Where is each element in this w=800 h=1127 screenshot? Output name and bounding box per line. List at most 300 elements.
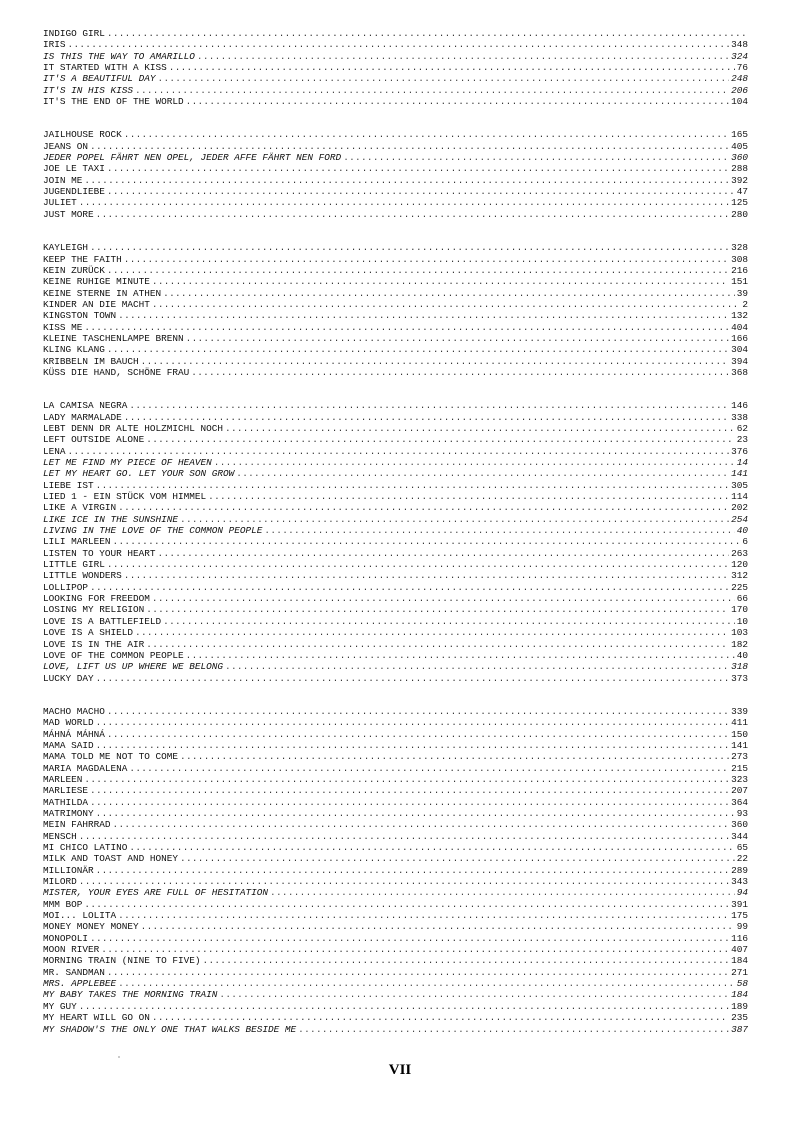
index-entry — [43, 276, 748, 287]
dot-leader — [84, 774, 729, 785]
song-index — [43, 28, 748, 1035]
song-title: LOVE IS IN THE AIR — [43, 638, 145, 650]
index-entry — [43, 978, 748, 989]
index-entry — [43, 491, 748, 502]
page-ref: 343 — [731, 876, 748, 888]
song-title: JUST MORE — [43, 208, 94, 220]
page-ref: 94 — [736, 887, 748, 899]
dot-leader — [124, 254, 729, 265]
dot-leader — [90, 797, 729, 808]
dot-leader — [343, 152, 729, 163]
song-title: MARIA MAGDALENA — [43, 762, 128, 774]
song-title: LIED 1 - EIN STÜCK VOM HIMMEL — [43, 491, 207, 503]
page-number: VII — [388, 1062, 412, 1078]
dot-leader — [180, 751, 729, 762]
page-ref: 235 — [731, 1012, 748, 1024]
song-title: IT'S A BEAUTIFUL DAY — [43, 73, 156, 85]
dot-leader — [113, 819, 730, 830]
page-ref: 394 — [731, 355, 748, 367]
page-ref: 76 — [736, 62, 748, 74]
index-entry — [43, 627, 748, 638]
dot-leader — [214, 457, 735, 468]
page-ref: 175 — [731, 910, 748, 922]
index-entry — [43, 265, 748, 276]
page-ref: 6 — [742, 536, 748, 548]
page-ref: 373 — [731, 672, 748, 684]
song-title: MY BABY TAKES THE MORNING TRAIN — [43, 989, 218, 1001]
dot-leader — [163, 616, 735, 627]
index-entry — [43, 616, 748, 627]
song-title: MY GUY — [43, 1000, 77, 1012]
dot-leader — [118, 910, 729, 921]
page-ref: 404 — [731, 321, 748, 333]
page-ref: 360 — [731, 819, 748, 831]
page-ref: 40 — [736, 525, 748, 537]
dot-leader — [186, 333, 729, 344]
page-ref: 207 — [731, 785, 748, 797]
song-title: MRS. APPLEBEE — [43, 978, 117, 990]
index-entry — [43, 423, 748, 434]
dot-leader — [129, 400, 729, 411]
page-ref: 165 — [731, 129, 748, 141]
page-ref: 405 — [731, 140, 748, 152]
page-ref: 215 — [731, 762, 748, 774]
page-ref: 40 — [736, 649, 748, 661]
index-section — [43, 28, 748, 107]
dot-leader — [141, 356, 729, 367]
page-ref: 271 — [731, 966, 748, 978]
index-entry — [43, 468, 748, 479]
page-ref: 348 — [731, 39, 748, 51]
song-title: KEIN ZURÜCK — [43, 264, 105, 276]
index-entry — [43, 955, 748, 966]
index-entry — [43, 141, 748, 152]
index-entry — [43, 344, 748, 355]
dot-leader — [124, 129, 729, 140]
page-ref: 368 — [731, 366, 748, 378]
song-title: LISTEN TO YOUR HEART — [43, 547, 156, 559]
index-entry — [43, 209, 748, 220]
index-entry — [43, 570, 748, 581]
page-ref: 360 — [731, 152, 748, 164]
index-section — [43, 706, 748, 1035]
index-entry — [43, 152, 748, 163]
dot-leader — [113, 536, 741, 547]
song-title: MY HEART WILL GO ON — [43, 1012, 150, 1024]
song-title: MOI... LOLITA — [43, 910, 117, 922]
index-entry — [43, 887, 748, 898]
index-entry — [43, 751, 748, 762]
page-ref: 182 — [731, 638, 748, 650]
index-entry — [43, 661, 748, 672]
page-ref: 328 — [731, 242, 748, 254]
song-title: MI CHICO LATINO — [43, 842, 128, 853]
song-title: MMM BOP — [43, 898, 83, 910]
song-title: JEDER POPEL FÄHRT NEN OPEL, JEDER AFFE FÄHRT NEN FORD — [43, 152, 342, 164]
index-entry — [43, 785, 748, 796]
song-title: LET ME FIND MY PIECE OF HEAVEN — [43, 457, 212, 468]
index-entry — [43, 933, 748, 944]
index-entry — [43, 367, 748, 378]
song-title: KEINE STERNE IN ATHEN — [43, 287, 162, 299]
page-ref: 58 — [736, 978, 748, 990]
song-title: MEIN FAHRRAD — [43, 819, 111, 831]
page-ref: 10 — [736, 615, 748, 627]
song-title: MAMA SAID — [43, 739, 94, 751]
dot-leader — [298, 1024, 729, 1035]
dot-leader — [270, 887, 735, 898]
dot-leader — [90, 242, 729, 253]
page-ref: 364 — [731, 796, 748, 808]
dot-leader — [101, 944, 729, 955]
dot-leader — [107, 163, 729, 174]
index-entry — [43, 242, 748, 253]
dot-leader — [225, 423, 735, 434]
dot-leader — [158, 73, 730, 84]
dot-leader — [90, 141, 729, 152]
page-ref: 280 — [731, 208, 748, 220]
dot-leader — [124, 412, 729, 423]
index-entry — [43, 673, 748, 684]
song-title: LOSING MY RELIGION — [43, 604, 145, 616]
dot-leader — [96, 480, 729, 491]
song-title: MONEY MONEY MONEY — [43, 921, 139, 933]
song-title: LA CAMISA NEGRA — [43, 400, 128, 412]
index-entry — [43, 254, 748, 265]
song-title: MISTER, YOUR EYES ARE FULL OF HESITATION — [43, 887, 269, 899]
song-title: LITTLE GIRL — [43, 559, 105, 571]
page-ref: 14 — [736, 457, 748, 468]
song-title: IS THIS THE WAY TO AMARILLO — [43, 50, 195, 62]
song-title: MILK AND TOAST AND HONEY — [43, 853, 179, 865]
page-ref: 150 — [731, 728, 748, 740]
page-ref: 376 — [731, 445, 748, 457]
index-entry — [43, 1001, 748, 1012]
song-title: LOVE OF THE COMMON PEOPLE — [43, 649, 184, 661]
index-entry — [43, 650, 748, 661]
song-title: JOIN ME — [43, 174, 83, 186]
dot-leader — [158, 548, 730, 559]
index-entry — [43, 412, 748, 423]
dot-leader — [118, 502, 729, 513]
dot-leader — [84, 899, 729, 910]
dot-leader — [180, 853, 735, 864]
index-entry — [43, 582, 748, 593]
song-title: MAMA TOLD ME NOT TO COME — [43, 751, 179, 763]
index-entry — [43, 400, 748, 411]
dot-leader — [264, 525, 734, 536]
page-ref: 318 — [731, 661, 748, 673]
dot-leader — [146, 434, 734, 445]
page-ref: 47 — [736, 186, 748, 198]
song-title: KINDER AN DIE MACHT — [43, 298, 150, 310]
page-ref: 23 — [736, 434, 748, 446]
dot-leader — [135, 85, 729, 96]
dot-leader — [107, 265, 729, 276]
page-ref: 184 — [731, 955, 748, 967]
page-ref: 125 — [731, 197, 748, 209]
index-section — [43, 129, 748, 220]
index-entry — [43, 186, 748, 197]
page-ref: 66 — [736, 593, 748, 605]
page-ref: 324 — [731, 50, 748, 62]
dot-leader — [152, 299, 740, 310]
song-title: KRIBBELN IM BAUCH — [43, 355, 139, 367]
page-ref: 99 — [736, 921, 748, 933]
song-title: MARLEEN — [43, 773, 83, 785]
song-title: MORNING TRAIN (NINE TO FIVE) — [43, 955, 201, 967]
page-ref: 39 — [736, 287, 748, 299]
index-entry — [43, 525, 748, 536]
dot-leader — [135, 627, 729, 638]
dot-leader — [107, 559, 729, 570]
song-title: LET MY HEART GO. LET YOUR SON GROW — [43, 468, 235, 480]
dot-leader — [208, 491, 729, 502]
dot-leader — [191, 367, 729, 378]
song-title: JUGENDLIEBE — [43, 186, 105, 198]
page-ref: 225 — [731, 581, 748, 593]
dot-leader — [90, 582, 729, 593]
index-section — [43, 242, 748, 378]
dot-leader — [118, 310, 729, 321]
index-entry — [43, 706, 748, 717]
index-entry — [43, 446, 748, 457]
page-ref: 254 — [731, 513, 748, 525]
scan-speck — [118, 1056, 120, 1058]
dot-leader — [96, 740, 729, 751]
dot-leader — [118, 978, 735, 989]
page-ref: 114 — [731, 491, 748, 503]
song-title: MACHO MACHO — [43, 705, 105, 717]
page-ref: 202 — [731, 502, 748, 514]
page-ref: 289 — [731, 864, 748, 876]
song-title: LOLLIPOP — [43, 581, 89, 593]
dot-leader — [152, 1012, 729, 1023]
dot-leader — [96, 808, 735, 819]
page-ref: 132 — [731, 310, 748, 322]
index-entry — [43, 740, 748, 751]
page-ref: 146 — [731, 400, 748, 412]
page-ref: 387 — [731, 1023, 748, 1035]
dot-leader — [225, 661, 729, 672]
dot-leader — [107, 186, 735, 197]
index-entry — [43, 604, 748, 615]
song-title: LIKE ICE IN THE SUNSHINE — [43, 513, 179, 525]
page-ref: 411 — [731, 717, 748, 729]
index-entry — [43, 502, 748, 513]
dot-leader — [129, 763, 729, 774]
song-title: IT'S IN HIS KISS — [43, 84, 134, 96]
dot-leader — [96, 209, 729, 220]
dot-leader — [186, 650, 735, 661]
song-title: LITTLE WONDERS — [43, 570, 122, 582]
page-ref: 116 — [731, 932, 748, 944]
index-entry — [43, 129, 748, 140]
page-ref: 22 — [736, 853, 748, 865]
index-entry — [43, 514, 748, 525]
index-entry — [43, 39, 748, 50]
page-ref: 104 — [731, 96, 748, 108]
index-entry — [43, 899, 748, 910]
index-entry — [43, 197, 748, 208]
index-entry — [43, 288, 748, 299]
page-ref: 308 — [731, 253, 748, 265]
page-ref: 338 — [731, 411, 748, 423]
song-title: MY SHADOW'S THE ONLY ONE THAT WALKS BESIDE ME — [43, 1023, 297, 1035]
song-title: MOON RIVER — [43, 944, 100, 956]
song-title: LIEBE IST — [43, 479, 94, 491]
page-ref: 273 — [731, 751, 748, 763]
song-title: MARLIESE — [43, 785, 89, 797]
index-entry — [43, 322, 748, 333]
index-entry — [43, 876, 748, 887]
dot-leader — [96, 717, 729, 728]
dot-leader — [107, 967, 729, 978]
page-ref: 339 — [731, 705, 748, 717]
index-entry — [43, 910, 748, 921]
song-title: LOVE IS A BATTLEFIELD — [43, 615, 162, 627]
dot-leader — [141, 921, 735, 932]
page-ref: 2 — [742, 298, 748, 310]
song-title: KISS ME — [43, 321, 83, 333]
index-entry — [43, 967, 748, 978]
song-title: LILI MARLEEN — [43, 536, 111, 548]
song-title: MILORD — [43, 876, 77, 888]
index-entry — [43, 480, 748, 491]
dot-leader — [152, 276, 729, 287]
index-entry — [43, 853, 748, 864]
song-title: KLING KLANG — [43, 344, 105, 356]
index-entry — [43, 763, 748, 774]
dot-leader — [129, 842, 734, 853]
dot-leader — [84, 322, 729, 333]
page-ref: 288 — [731, 163, 748, 175]
song-title: JEANS ON — [43, 140, 89, 152]
index-entry — [43, 593, 748, 604]
song-title: MATHILDA — [43, 796, 89, 808]
song-title: INDIGO GIRL — [43, 28, 105, 39]
index-entry — [43, 51, 748, 62]
dot-leader — [79, 197, 729, 208]
song-title: LEBT DENN DR ALTE HOLZMICHL NOCH — [43, 422, 224, 434]
dot-leader — [90, 933, 729, 944]
index-entry — [43, 639, 748, 650]
song-title: LOVE IS A SHIELD — [43, 627, 134, 639]
song-title: IRIS — [43, 39, 66, 51]
dot-leader — [107, 344, 729, 355]
index-entry — [43, 989, 748, 1000]
dot-leader — [79, 1001, 729, 1012]
index-entry — [43, 434, 748, 445]
dot-leader — [79, 876, 729, 887]
index-entry — [43, 865, 748, 876]
dot-leader — [219, 989, 729, 1000]
song-title: JULIET — [43, 197, 77, 209]
page-ref: 170 — [731, 604, 748, 616]
song-title: IT'S THE END OF THE WORLD — [43, 96, 184, 108]
dot-leader — [197, 51, 729, 62]
index-entry — [43, 944, 748, 955]
index-entry — [43, 819, 748, 830]
song-title: JAILHOUSE ROCK — [43, 129, 122, 141]
dot-leader — [68, 446, 730, 457]
song-title: KÜSS DIE HAND, SCHÖNE FRAU — [43, 366, 190, 378]
dot-leader — [68, 39, 730, 50]
song-title: KLEINE TASCHENLAMPE BRENN — [43, 332, 184, 344]
page-ref: 151 — [731, 276, 748, 288]
song-title: KEEP THE FAITH — [43, 253, 122, 265]
page-ref: 189 — [731, 1000, 748, 1012]
song-title: IT STARTED WITH A KISS — [43, 62, 167, 74]
dot-leader — [146, 604, 729, 615]
index-entry — [43, 717, 748, 728]
index-entry — [43, 333, 748, 344]
song-title: MILLIONÄR — [43, 864, 94, 876]
dot-leader — [146, 639, 729, 650]
dot-leader — [79, 831, 729, 842]
index-entry — [43, 808, 748, 819]
page-ref: 206 — [731, 84, 748, 96]
page-ref: 323 — [731, 773, 748, 785]
page-ref: 392 — [731, 174, 748, 186]
index-section — [43, 400, 748, 684]
index-entry — [43, 85, 748, 96]
dot-leader — [90, 785, 729, 796]
song-title: MONOPOLI — [43, 932, 89, 944]
song-title: MENSCH — [43, 830, 77, 842]
song-title: LADY MARMALADE — [43, 411, 122, 423]
index-entry — [43, 73, 748, 84]
dot-leader — [107, 729, 729, 740]
index-entry — [43, 774, 748, 785]
dot-leader — [96, 673, 729, 684]
song-title: LEFT OUTSIDE ALONE — [43, 434, 145, 446]
song-title: MATRIMONY — [43, 807, 94, 819]
page-ref: 304 — [731, 344, 748, 356]
page-ref: 65 — [736, 842, 748, 853]
page-ref: 62 — [736, 422, 748, 434]
dot-leader — [84, 175, 729, 186]
index-entry — [43, 457, 748, 468]
index-entry — [43, 797, 748, 808]
index-entry — [43, 356, 748, 367]
song-title: KAYLEIGH — [43, 242, 89, 254]
index-entry — [43, 310, 748, 321]
dot-leader — [107, 706, 729, 717]
dot-leader — [152, 593, 735, 604]
song-title: MÁHNÁ MÁHNÁ — [43, 728, 105, 740]
dot-leader — [96, 865, 729, 876]
index-entry — [43, 96, 748, 107]
page-ref: 216 — [731, 264, 748, 276]
index-entry — [43, 729, 748, 740]
page-ref: 344 — [731, 830, 748, 842]
dot-leader — [236, 468, 729, 479]
page-ref: 263 — [731, 547, 748, 559]
page-ref: 391 — [731, 898, 748, 910]
page-ref: 248 — [731, 73, 748, 85]
page-ref: 407 — [731, 944, 748, 956]
index-entry — [43, 163, 748, 174]
page-ref: 184 — [731, 989, 748, 1001]
index-entry — [43, 921, 748, 932]
dot-leader — [203, 955, 730, 966]
page-ref: 120 — [731, 559, 748, 571]
dot-leader — [186, 96, 729, 107]
page-ref: 141 — [731, 468, 748, 480]
index-entry — [43, 62, 748, 73]
song-title: MR. SANDMAN — [43, 966, 105, 978]
